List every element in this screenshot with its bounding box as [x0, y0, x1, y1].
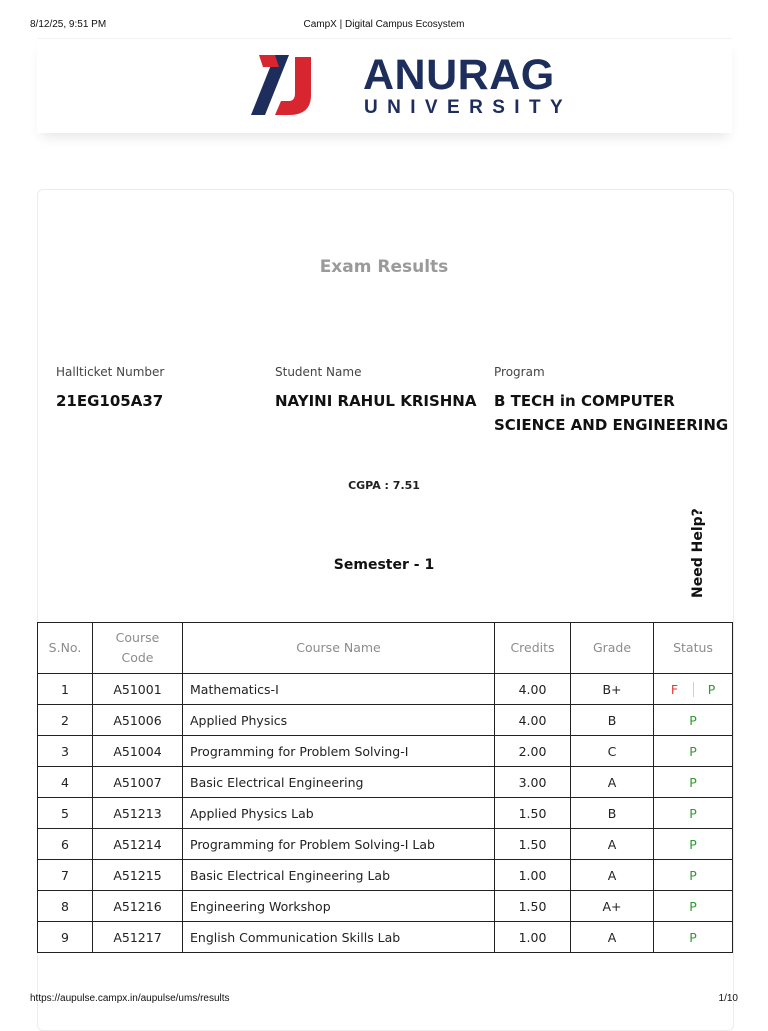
cell-credits: 1.50: [495, 829, 571, 860]
cell-credits: 2.00: [495, 736, 571, 767]
anurag-university-logo-icon: [251, 55, 323, 117]
hallticket-value: 21EG105A37: [56, 392, 164, 410]
status-pass-badge: P: [689, 867, 697, 883]
table-row: [38, 674, 733, 705]
cell-sno: 4: [38, 767, 93, 798]
print-page-title: CampX | Digital Campus Ecosystem: [303, 19, 465, 30]
cell-course-code: A51004: [93, 736, 183, 767]
cell-course-code: A51007: [93, 767, 183, 798]
cell-course-code: A51215: [93, 860, 183, 891]
program-line-1: B TECH in COMPUTER: [494, 392, 675, 410]
cell-course-code: A51001: [93, 674, 183, 705]
cell-grade: A: [571, 922, 654, 953]
cell-sno: 5: [38, 798, 93, 829]
cell-status: [654, 798, 733, 829]
need-help-button[interactable]: Need Help?: [690, 508, 706, 598]
table-row: [38, 860, 733, 891]
cell-grade: C: [571, 736, 654, 767]
student-name-label: Student Name: [275, 365, 362, 379]
cell-grade: A: [571, 829, 654, 860]
cell-grade: B: [571, 798, 654, 829]
print-page-number: 1/10: [718, 993, 738, 1004]
student-name-value: NAYINI RAHUL KRISHNA: [275, 392, 477, 410]
cell-course-code: A51216: [93, 891, 183, 922]
cell-credits: 4.00: [495, 674, 571, 705]
cell-course-code: A51006: [93, 705, 183, 736]
cell-sno: 7: [38, 860, 93, 891]
status-pass-badge: P: [689, 743, 697, 759]
status-pass-badge: P: [689, 712, 697, 728]
results-table: [37, 622, 733, 953]
cell-course-name: Applied Physics Lab: [183, 798, 495, 829]
table-row: [38, 798, 733, 829]
cell-status: [654, 922, 733, 953]
table-row: [38, 922, 733, 953]
col-header-course-code-line1: Course: [115, 630, 160, 645]
cell-course-code: A51214: [93, 829, 183, 860]
hallticket-label: Hallticket Number: [56, 365, 165, 379]
print-datetime: 8/12/25, 9:51 PM: [30, 19, 107, 30]
cell-credits: 1.00: [495, 922, 571, 953]
program-value: [494, 389, 728, 437]
cell-status: [654, 674, 733, 705]
cell-course-name: Programming for Problem Solving-I: [183, 736, 495, 767]
table-row: [38, 705, 733, 736]
semester-title: Semester - 1: [333, 557, 435, 573]
print-header: [0, 19, 768, 33]
cell-sno: 9: [38, 922, 93, 953]
col-header-credits: Credits: [495, 623, 571, 674]
cell-course-name: Engineering Workshop: [183, 891, 495, 922]
cell-course-name: Applied Physics: [183, 705, 495, 736]
cell-status: [654, 736, 733, 767]
table-row: [38, 829, 733, 860]
cell-grade: B: [571, 705, 654, 736]
cell-grade: B+: [571, 674, 654, 705]
col-header-status: Status: [654, 623, 733, 674]
cell-course-name: Programming for Problem Solving-I Lab: [183, 829, 495, 860]
cell-credits: 3.00: [495, 767, 571, 798]
cell-sno: 3: [38, 736, 93, 767]
status-pass-badge: P: [693, 682, 730, 697]
cell-status: [654, 705, 733, 736]
col-header-course-code-line2: Code: [121, 650, 154, 665]
cell-credits: 1.00: [495, 860, 571, 891]
cell-credits: 4.00: [495, 705, 571, 736]
results-table-body: [38, 674, 733, 953]
status-pass-badge: P: [689, 929, 697, 945]
cell-sno: 2: [38, 705, 93, 736]
col-header-sno: S.No.: [38, 623, 93, 674]
cell-status: [654, 829, 733, 860]
cell-status: [654, 860, 733, 891]
cell-sno: 8: [38, 891, 93, 922]
page-title: Exam Results: [319, 257, 449, 277]
status-pass-badge: P: [689, 898, 697, 914]
cell-status: [654, 891, 733, 922]
logo-name: ANURAG: [363, 51, 555, 99]
col-header-course-name: Course Name: [183, 623, 495, 674]
cell-credits: 1.50: [495, 798, 571, 829]
status-fail-badge: F: [670, 681, 679, 697]
cell-status: [654, 767, 733, 798]
cell-credits: 1.50: [495, 891, 571, 922]
status-pass-badge: P: [689, 774, 697, 790]
table-row: [38, 891, 733, 922]
table-row: [38, 736, 733, 767]
cell-grade: A+: [571, 891, 654, 922]
cell-grade: A: [571, 860, 654, 891]
cell-course-name: Mathematics-I: [183, 674, 495, 705]
program-label: Program: [494, 365, 545, 379]
logo-header: [37, 38, 732, 133]
status-pass-badge: P: [689, 836, 697, 852]
table-row: [38, 767, 733, 798]
col-header-grade: Grade: [571, 623, 654, 674]
cell-sno: 6: [38, 829, 93, 860]
status-pass-badge: P: [689, 805, 697, 821]
print-url: https://aupulse.campx.in/aupulse/ums/results: [30, 993, 230, 1004]
cell-course-name: Basic Electrical Engineering: [183, 767, 495, 798]
cell-course-name: English Communication Skills Lab: [183, 922, 495, 953]
logo-subname: UNIVERSITY: [364, 97, 573, 118]
col-header-course-code: [93, 623, 183, 674]
print-footer: [0, 993, 768, 1007]
cell-course-code: A51217: [93, 922, 183, 953]
program-line-2: SCIENCE AND ENGINEERING: [494, 416, 729, 434]
cgpa-value: CGPA : 7.51: [348, 479, 420, 492]
cell-grade: A: [571, 767, 654, 798]
cell-course-code: A51213: [93, 798, 183, 829]
cell-course-name: Basic Electrical Engineering Lab: [183, 860, 495, 891]
cell-sno: 1: [38, 674, 93, 705]
table-header-row: [38, 623, 733, 674]
